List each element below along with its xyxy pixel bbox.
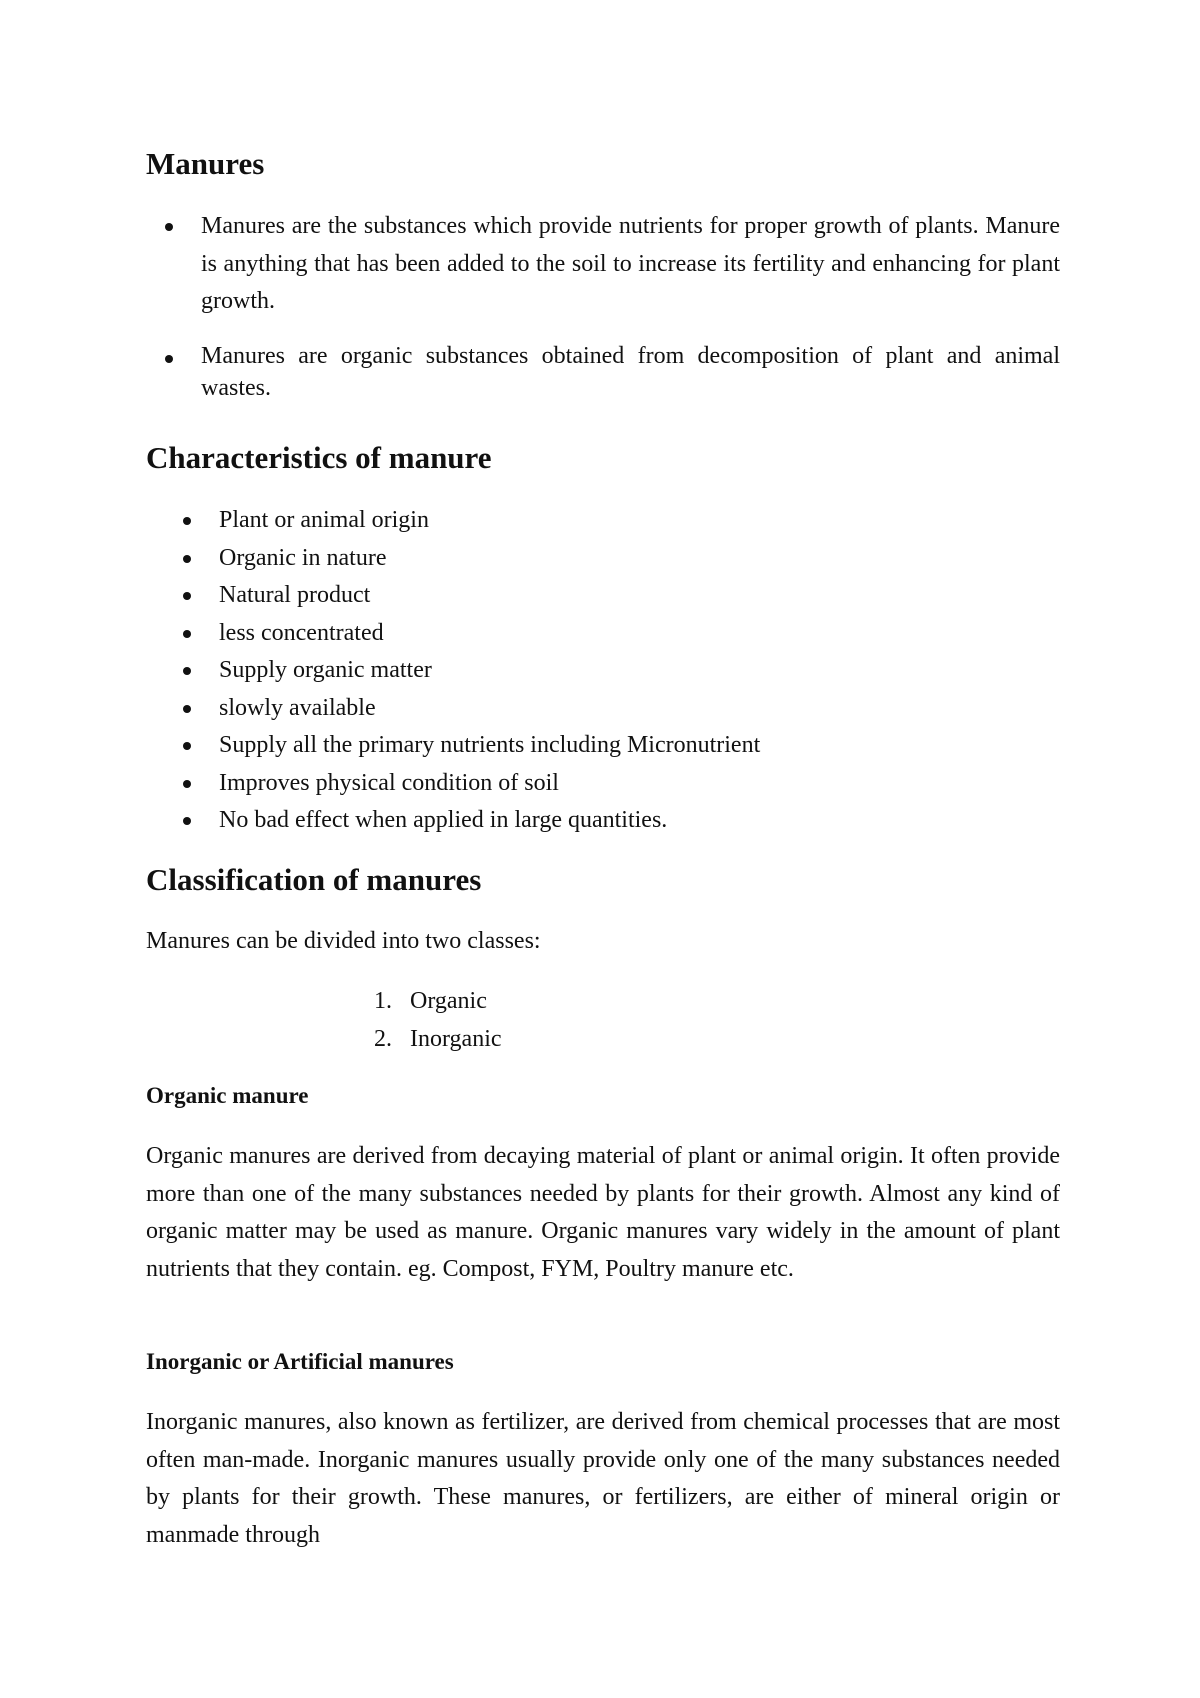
list-item: Supply all the primary nutrients including Micronutrient bbox=[219, 727, 1019, 765]
organic-paragraph: Organic manures are derived from decaying material of plant or animal origin. It often provide more than one of the many substances needed by plants for their growth. Almost any kind of organic matter may be used as manure. Organic manures vary widely in the amount of plant nutrients that they contain. eg. Compost, FYM, Poultry manure etc. bbox=[146, 1143, 1060, 1282]
list-item: Manures are organic substances obtained from decomposition of plant and animal wastes. bbox=[201, 340, 1060, 404]
heading-classification: Classification of manures bbox=[146, 862, 482, 897]
list-item: Organic in nature bbox=[219, 540, 1019, 578]
list-item-label: Organic bbox=[410, 988, 487, 1014]
heading-inorganic-manures: Inorganic or Artificial manures bbox=[146, 1349, 454, 1374]
inorganic-paragraph: Inorganic manures, also known as fertilizer, are derived from chemical processes that are most often man-made. Inorganic manures usually provide only one of the many substances needed by plants for their growth. These manures, or fertilizers, are either of mineral origin or manmade through bbox=[146, 1409, 1060, 1548]
list-item: Manures are the substances which provide nutrients for proper growth of plants. Manure is anything that has been added to the soil to increase its fertility and enhancing for plant growth. bbox=[201, 208, 1060, 321]
heading-characteristics: Characteristics of manure bbox=[146, 440, 492, 475]
list-item: No bad effect when applied in large quantities. bbox=[219, 802, 1019, 840]
list-item-label: Inorganic bbox=[410, 1025, 502, 1052]
manures-bullet-list bbox=[201, 208, 1060, 404]
list-number: 2. bbox=[374, 1025, 392, 1052]
list-item: Supply organic matter bbox=[219, 652, 1019, 690]
list-item: Improves physical condition of soil bbox=[219, 765, 1019, 803]
list-item: slowly available bbox=[219, 690, 1019, 728]
heading-manures: Manures bbox=[146, 146, 265, 181]
heading-organic-manure: Organic manure bbox=[146, 1083, 309, 1108]
list-item: less concentrated bbox=[219, 615, 1019, 653]
list-item: Plant or animal origin bbox=[219, 502, 1019, 540]
list-number: 1. bbox=[374, 988, 392, 1014]
list-item: Natural product bbox=[219, 577, 1019, 615]
list-item bbox=[374, 983, 502, 1021]
classification-intro: Manures can be divided into two classes: bbox=[146, 928, 541, 954]
list-item bbox=[374, 1021, 502, 1059]
classification-numbered-list bbox=[374, 983, 502, 1058]
characteristics-bullet-list bbox=[219, 502, 1019, 840]
